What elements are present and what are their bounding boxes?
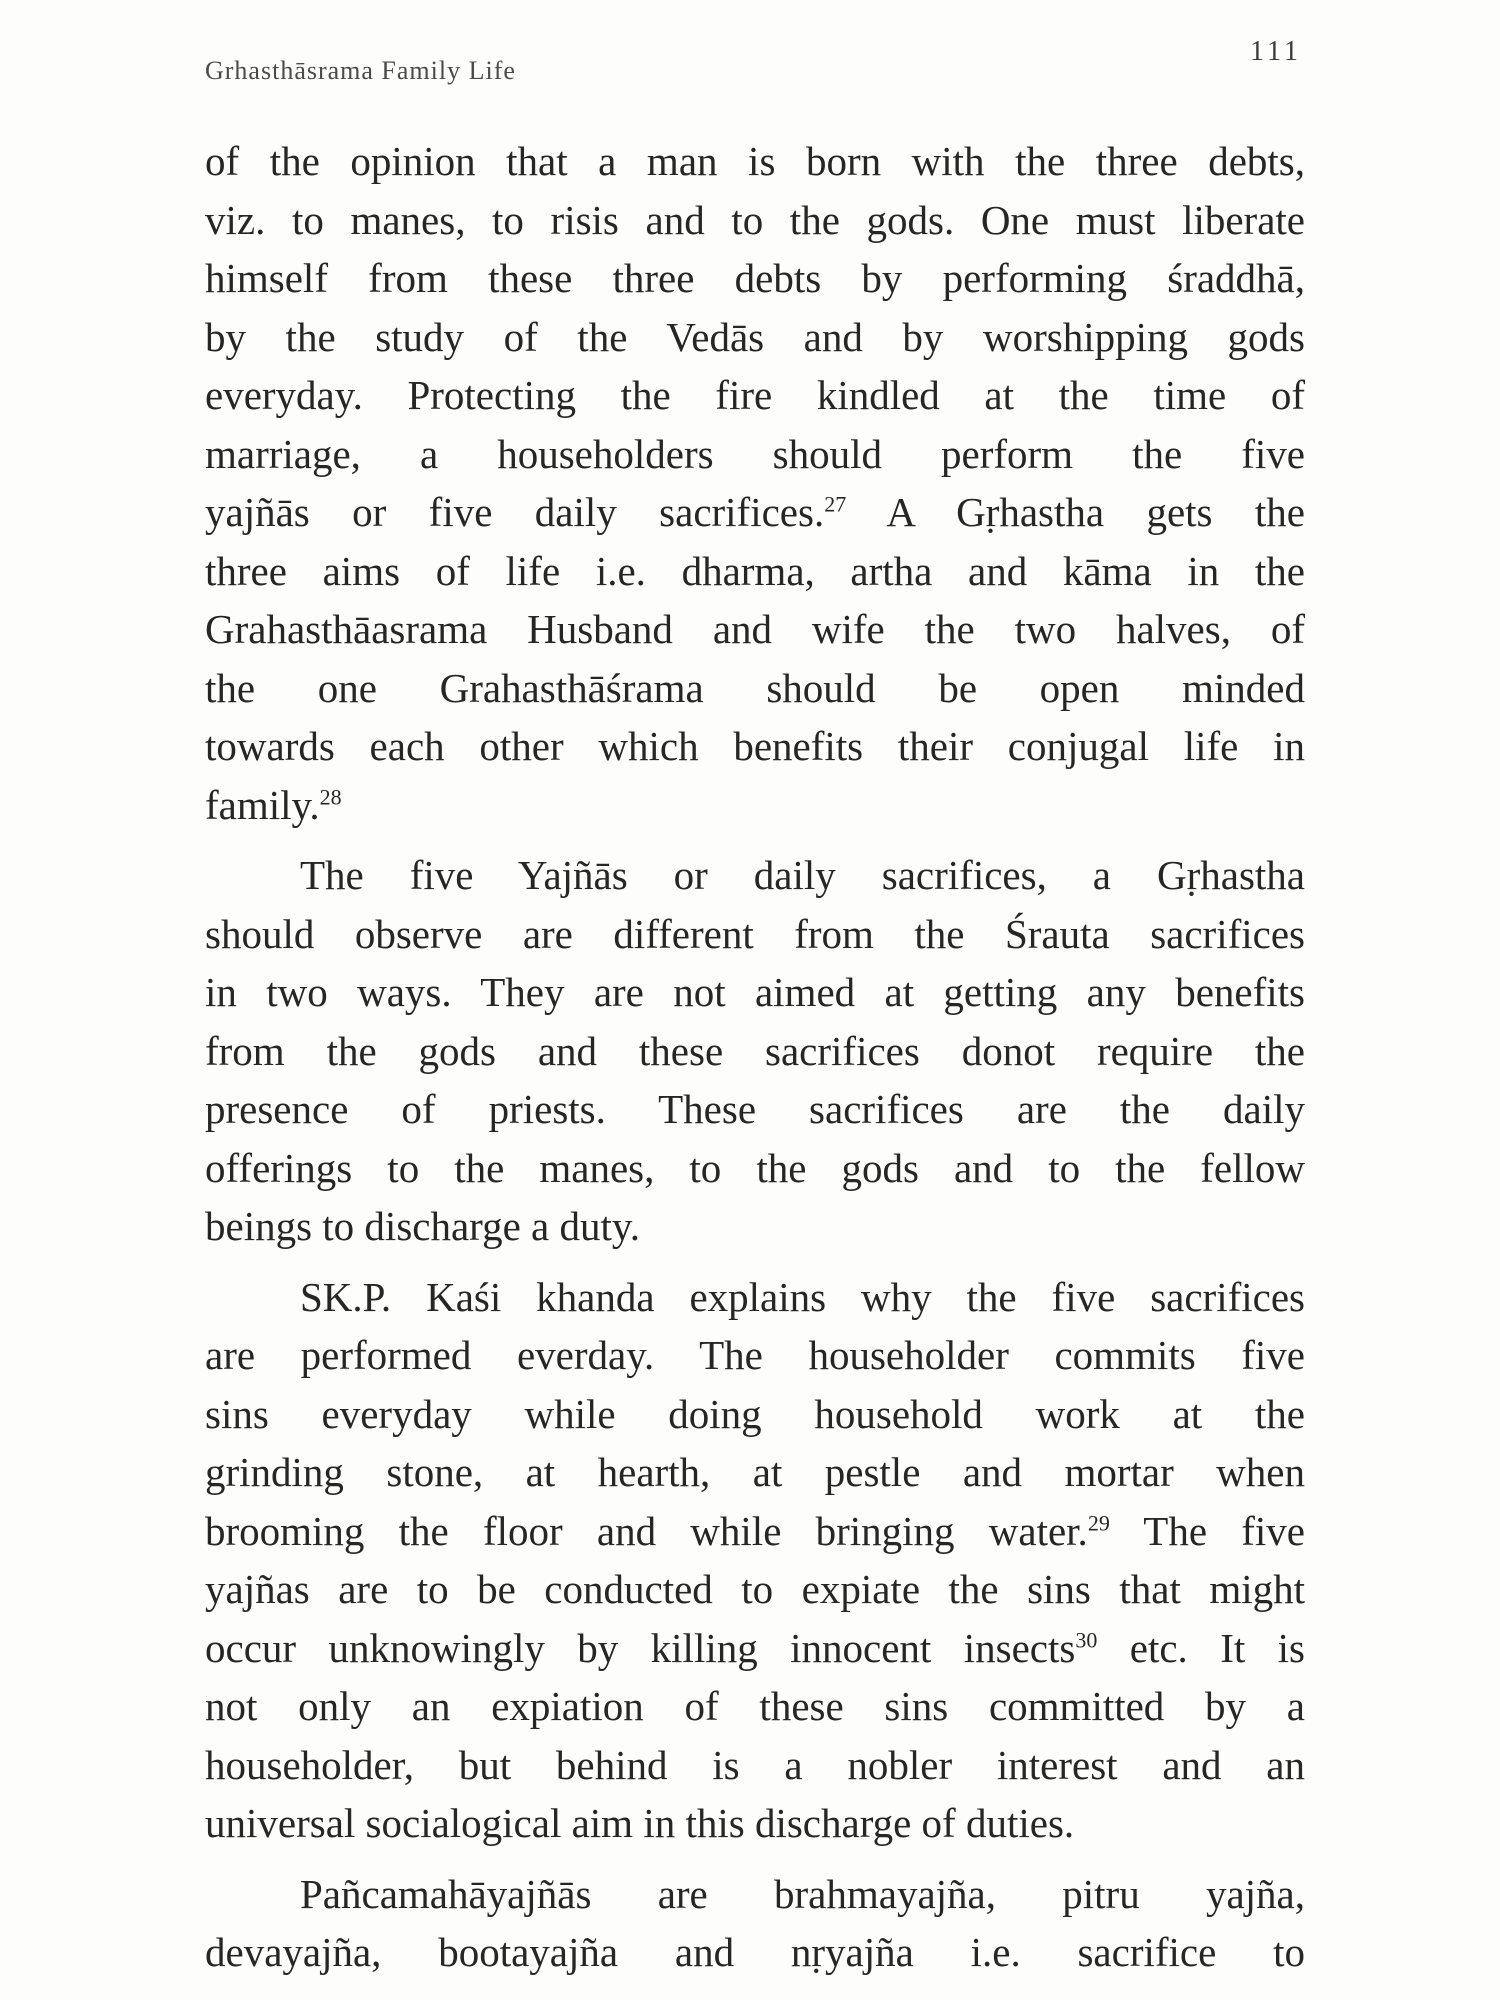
text-line: are performed everday. The householder commits five [205,1332,1305,1378]
text-segment: A Gṛhastha gets the [886,489,1305,535]
text-line: offerings to the manes, to the gods and to the fellow [205,1144,1305,1191]
text-line: towards each other which benefits their conjugal life in [205,723,1305,769]
text-line: sins everyday while doing household work at the [205,1390,1305,1437]
paragraph-2 [205,846,1305,1256]
text-segment: etc. It is [1129,1624,1305,1671]
text-line: householder, but behind is a nobler interest and an [205,1741,1305,1788]
text-line [205,483,1305,542]
text-line: grinding stone, at hearth, at pestle and mortar when [205,1449,1305,1495]
text-line: himself from these three debts by performing śraddhā, [205,255,1305,301]
paragraph-1 [205,132,1305,834]
text-line: not only an expiation of these sins committed by a [205,1683,1305,1729]
text-line: the one Grahasthāśrama should be open minded [205,664,1305,711]
text-line: from the gods and these sacrifices donot require the [205,1027,1305,1074]
text-line [205,1502,1305,1561]
footnote-ref-29: 29 [1087,1509,1110,1535]
text-segment: occur unknowingly by killing innocent insects [205,1624,1076,1671]
body-text [205,132,1305,1994]
page-number: 111 [1250,36,1302,67]
text-segment: family. [205,781,320,828]
text-line: yajñas are to be conducted to expiate the sins that might [205,1566,1305,1612]
text-segment: The five [1143,1507,1305,1554]
text-line: everyday. Protecting the fire kindled at the time of [205,372,1305,418]
paragraph-4 [205,1865,1305,1982]
text-line: presence of priests. These sacrifices are the daily [205,1086,1305,1132]
text-line: three aims of life i.e. dharma, artha and kāma in the [205,547,1305,594]
text-line: beings to discharge a duty. [205,1203,640,1249]
running-head: Grhasthāsrama Family Life [205,56,516,85]
text-line: viz. to manes, to risis and to the gods. One must liberate [205,196,1305,243]
text-line: SK.P. Kaśi khanda explains why the five sacrifices [300,1273,1305,1320]
footnote-ref-27: 27 [824,491,847,517]
text-line [205,776,1305,835]
footnote-ref-28: 28 [319,783,342,809]
text-segment: yajñās or five daily sacrifices. [205,489,825,535]
footnote-ref-30: 30 [1075,1626,1098,1652]
text-line [205,1619,1305,1678]
text-line: devayajña, bootayajña and nṛyajña i.e. sacrifice to [205,1929,1305,1975]
text-line: Grahasthāasrama Husband and wife the two halves, of [205,606,1305,652]
text-line: universal socialogical aim in this discharge of duties. [205,1800,1075,1846]
text-line: of the opinion that a man is born with the three debts, [205,138,1305,184]
text-line: marriage, a householders should perform the five [205,430,1305,477]
text-line: The five Yajñās or daily sacrifices, a Gṛhastha [300,852,1305,898]
text-line: Pañcamahāyajñās are brahmayajña, pitru yajña, [300,1870,1305,1917]
text-line: in two ways. They are not aimed at getting any benefits [205,969,1305,1015]
paragraph-3 [205,1268,1305,1853]
text-line: should observe are different from the Śrauta sacrifices [205,910,1305,957]
text-line: by the study of the Vedās and by worshipping gods [205,313,1305,360]
text-segment: brooming the floor and while bringing water. [205,1507,1088,1554]
